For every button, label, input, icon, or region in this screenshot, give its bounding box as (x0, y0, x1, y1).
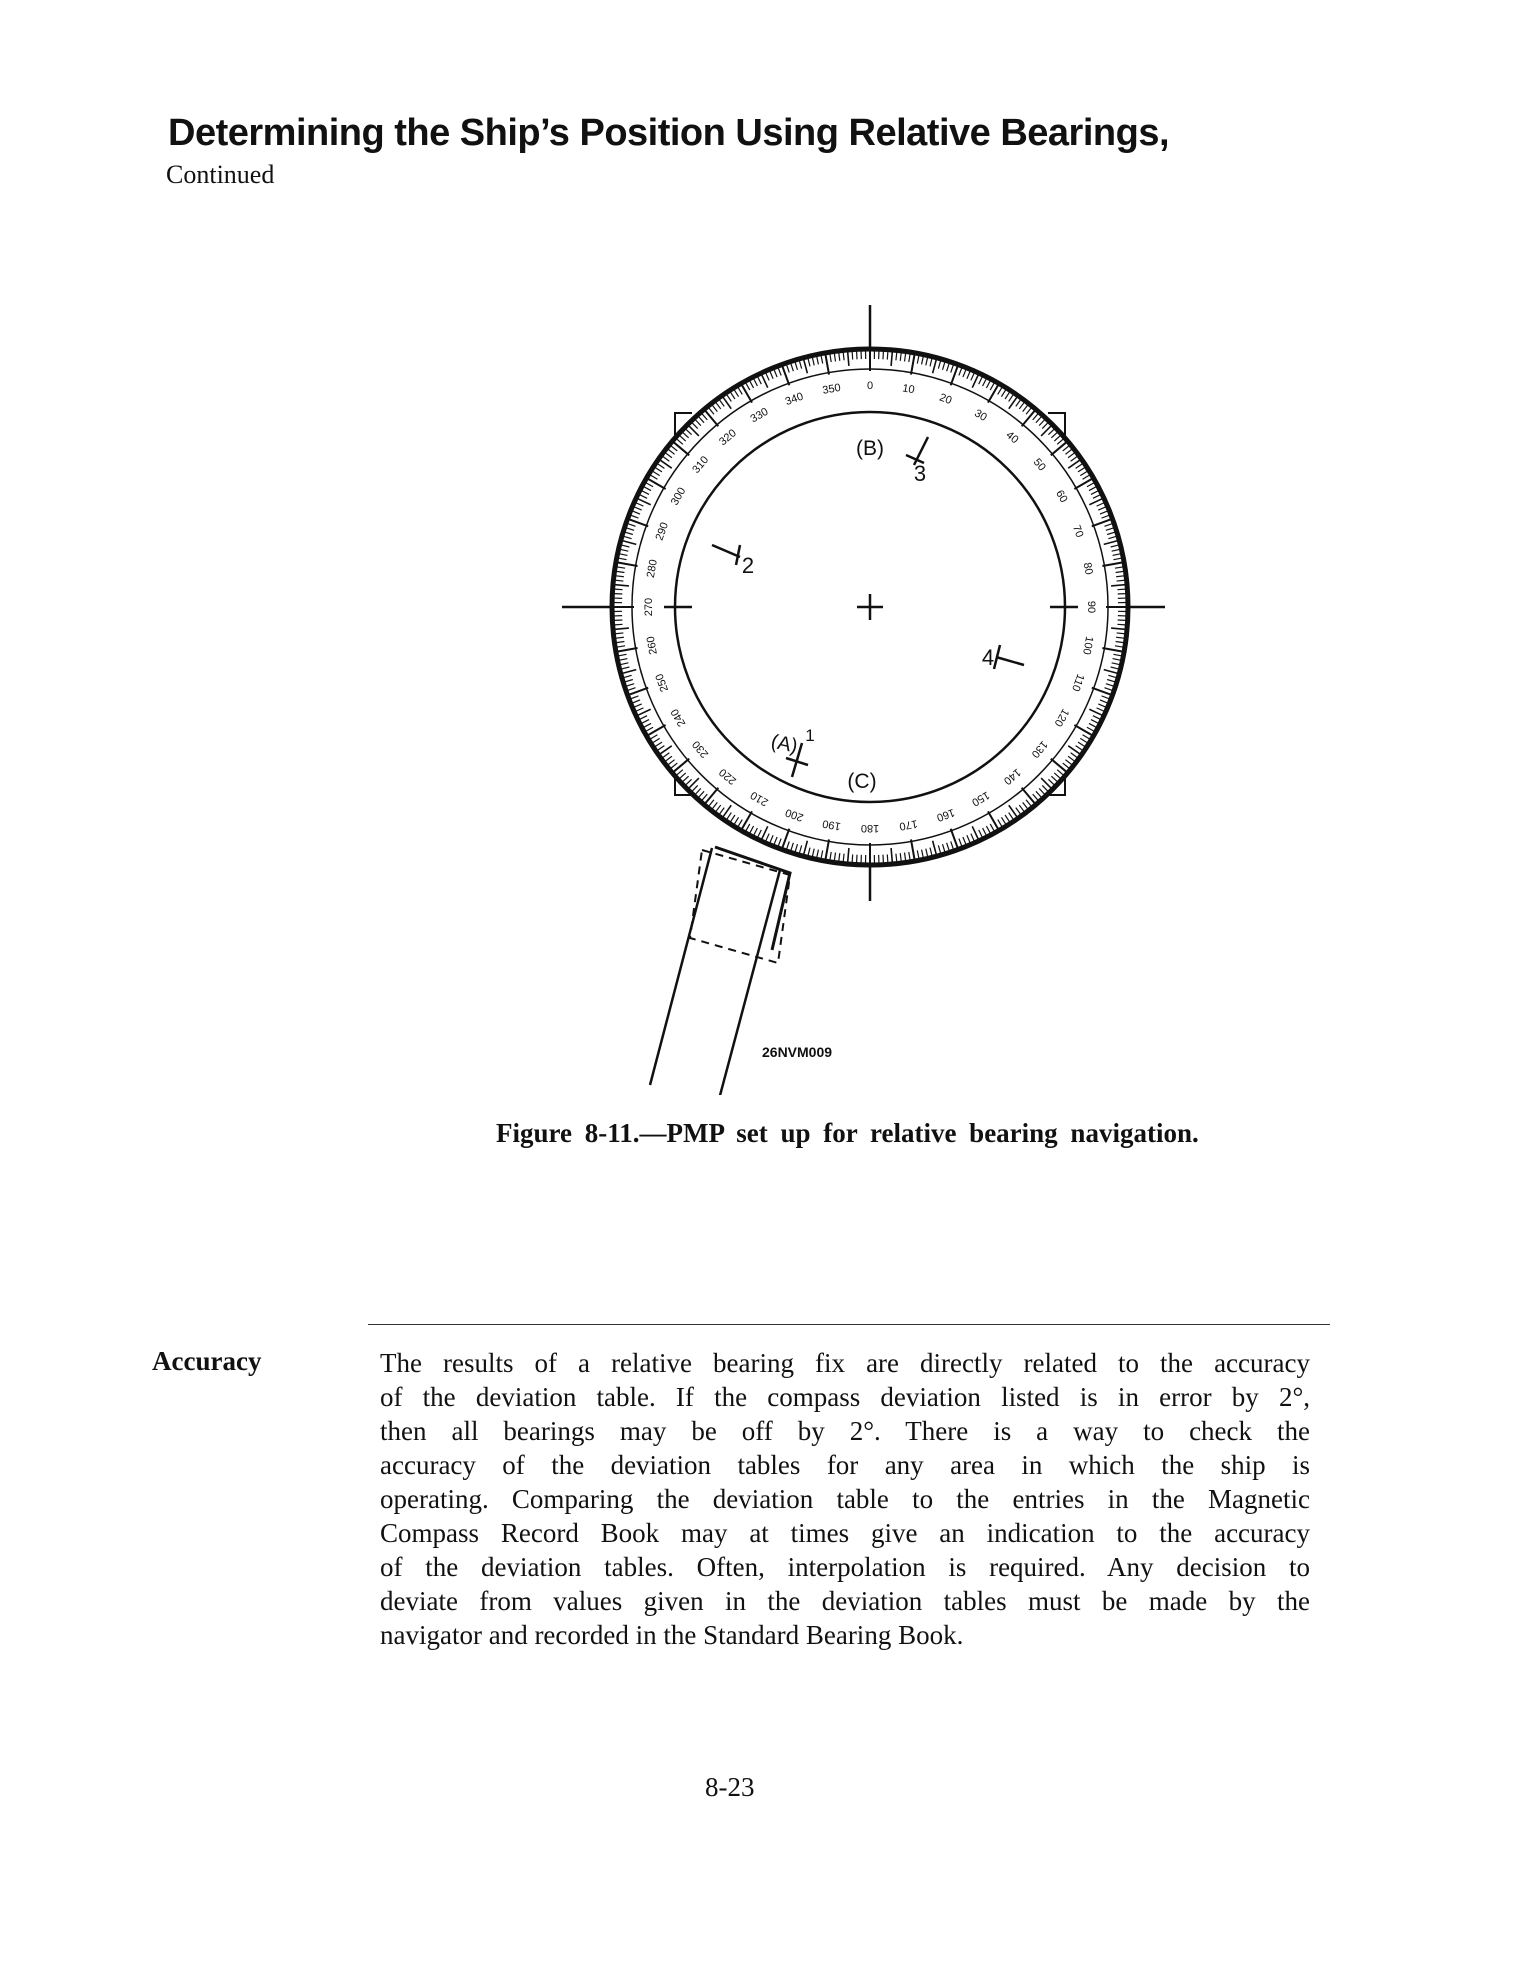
degree-label: 0 (866, 380, 874, 392)
page-subtitle: Continued (166, 160, 275, 189)
degree-tick (615, 624, 623, 625)
degree-label: 330 (748, 405, 771, 426)
degree-label: 250 (653, 671, 672, 694)
degree-tick (887, 854, 888, 862)
degree-label: 110 (1069, 672, 1087, 693)
label-a: (A) (768, 730, 800, 758)
degree-label: 70 (1069, 523, 1086, 540)
figure-caption: Figure 8-11.—PMP set up for relative bearing navigation. (496, 1118, 1199, 1148)
pmp-figure (540, 295, 1180, 1095)
degree-tick (615, 589, 623, 590)
degree-label: 150 (969, 788, 992, 809)
degree-tick (896, 854, 897, 862)
degree-label: 290 (653, 520, 672, 543)
label-1: 1 (805, 726, 815, 745)
degree-label: 210 (748, 788, 771, 809)
section-divider (368, 1324, 1330, 1325)
degree-label: 270 (643, 597, 655, 617)
degree-label: 80 (1080, 561, 1095, 576)
degree-label: 100 (1080, 635, 1096, 656)
degree-label: 220 (717, 765, 739, 787)
degree-tick (615, 580, 623, 581)
arm-right-edge (718, 870, 780, 1095)
label-4: 4 (981, 645, 995, 670)
degree-tick (852, 352, 853, 360)
body-line: operating. Comparing the deviation table to the entries in the Magnetic (380, 1484, 1310, 1514)
degree-label: 120 (1051, 706, 1072, 729)
degree-label: 280 (644, 558, 660, 579)
degree-label: 200 (783, 805, 806, 824)
label-3: 3 (913, 461, 927, 486)
degree-label: 40 (1003, 429, 1021, 447)
body-line: deviate from values given in the deviation tables must be made by the (380, 1586, 1310, 1616)
degree-tick (843, 854, 844, 862)
degree-tick (1117, 624, 1125, 625)
degree-label: 310 (690, 454, 712, 476)
pmp-diagram (540, 295, 1180, 1095)
degree-label: 190 (821, 817, 842, 833)
degree-label: 130 (1028, 738, 1050, 760)
figure-code: 26NVM009 (762, 1044, 833, 1060)
body-line: Compass Record Book may at times give an indication to the accuracy (380, 1518, 1310, 1548)
section-label: Accuracy (152, 1346, 262, 1376)
degree-label: 180 (860, 822, 880, 834)
degree-label: 320 (717, 427, 739, 449)
degree-tick (887, 352, 888, 360)
degree-label: 20 (937, 391, 954, 408)
degree-tick (896, 352, 897, 360)
degree-label: 170 (898, 817, 919, 833)
body-line: navigator and recorded in the Standard Bearing Book. (380, 1620, 964, 1650)
degree-tick (1117, 633, 1125, 634)
degree-label: 350 (821, 381, 842, 397)
body-line: The results of a relative bearing fix are directly related to the accuracy (380, 1348, 1310, 1378)
degree-label: 60 (1053, 488, 1070, 505)
degree-tick (615, 633, 623, 634)
body-line: of the deviation table. If the compass deviation listed is in error by 2°, (380, 1382, 1310, 1412)
body-line: of the deviation tables. Often, interpolation is required. Any decision to (380, 1552, 1310, 1582)
label-2: 2 (741, 553, 755, 578)
body-line: then all bearings may be off by 2°. There is a way to check the (380, 1416, 1310, 1446)
arm-slot (715, 847, 790, 950)
degree-label: 140 (1001, 765, 1023, 787)
degree-label: 300 (668, 485, 689, 508)
degree-label: 90 (1085, 600, 1097, 614)
arm-left-edge (650, 848, 712, 1085)
degree-label: 50 (1030, 456, 1048, 474)
section-body (380, 1346, 1310, 1652)
page-number: 8-23 (705, 1772, 755, 1802)
degree-tick (1117, 580, 1125, 581)
degree-label: 260 (644, 635, 660, 656)
degree-label: 230 (690, 738, 712, 760)
degree-tick (1117, 589, 1125, 590)
degree-tick (852, 854, 853, 862)
page-title: Determining the Ship’s Position Using Relative Bearings, (168, 112, 1170, 154)
degree-label: 10 (901, 382, 916, 397)
degree-tick (843, 352, 844, 360)
degree-label: 240 (668, 706, 689, 729)
label-c: (C) (847, 770, 877, 793)
degree-label: 160 (934, 805, 957, 824)
label-b: (B) (856, 437, 884, 460)
degree-label: 340 (783, 390, 806, 409)
degree-label: 30 (972, 407, 989, 424)
body-line: accuracy of the deviation tables for any area in which the ship is (380, 1450, 1310, 1480)
